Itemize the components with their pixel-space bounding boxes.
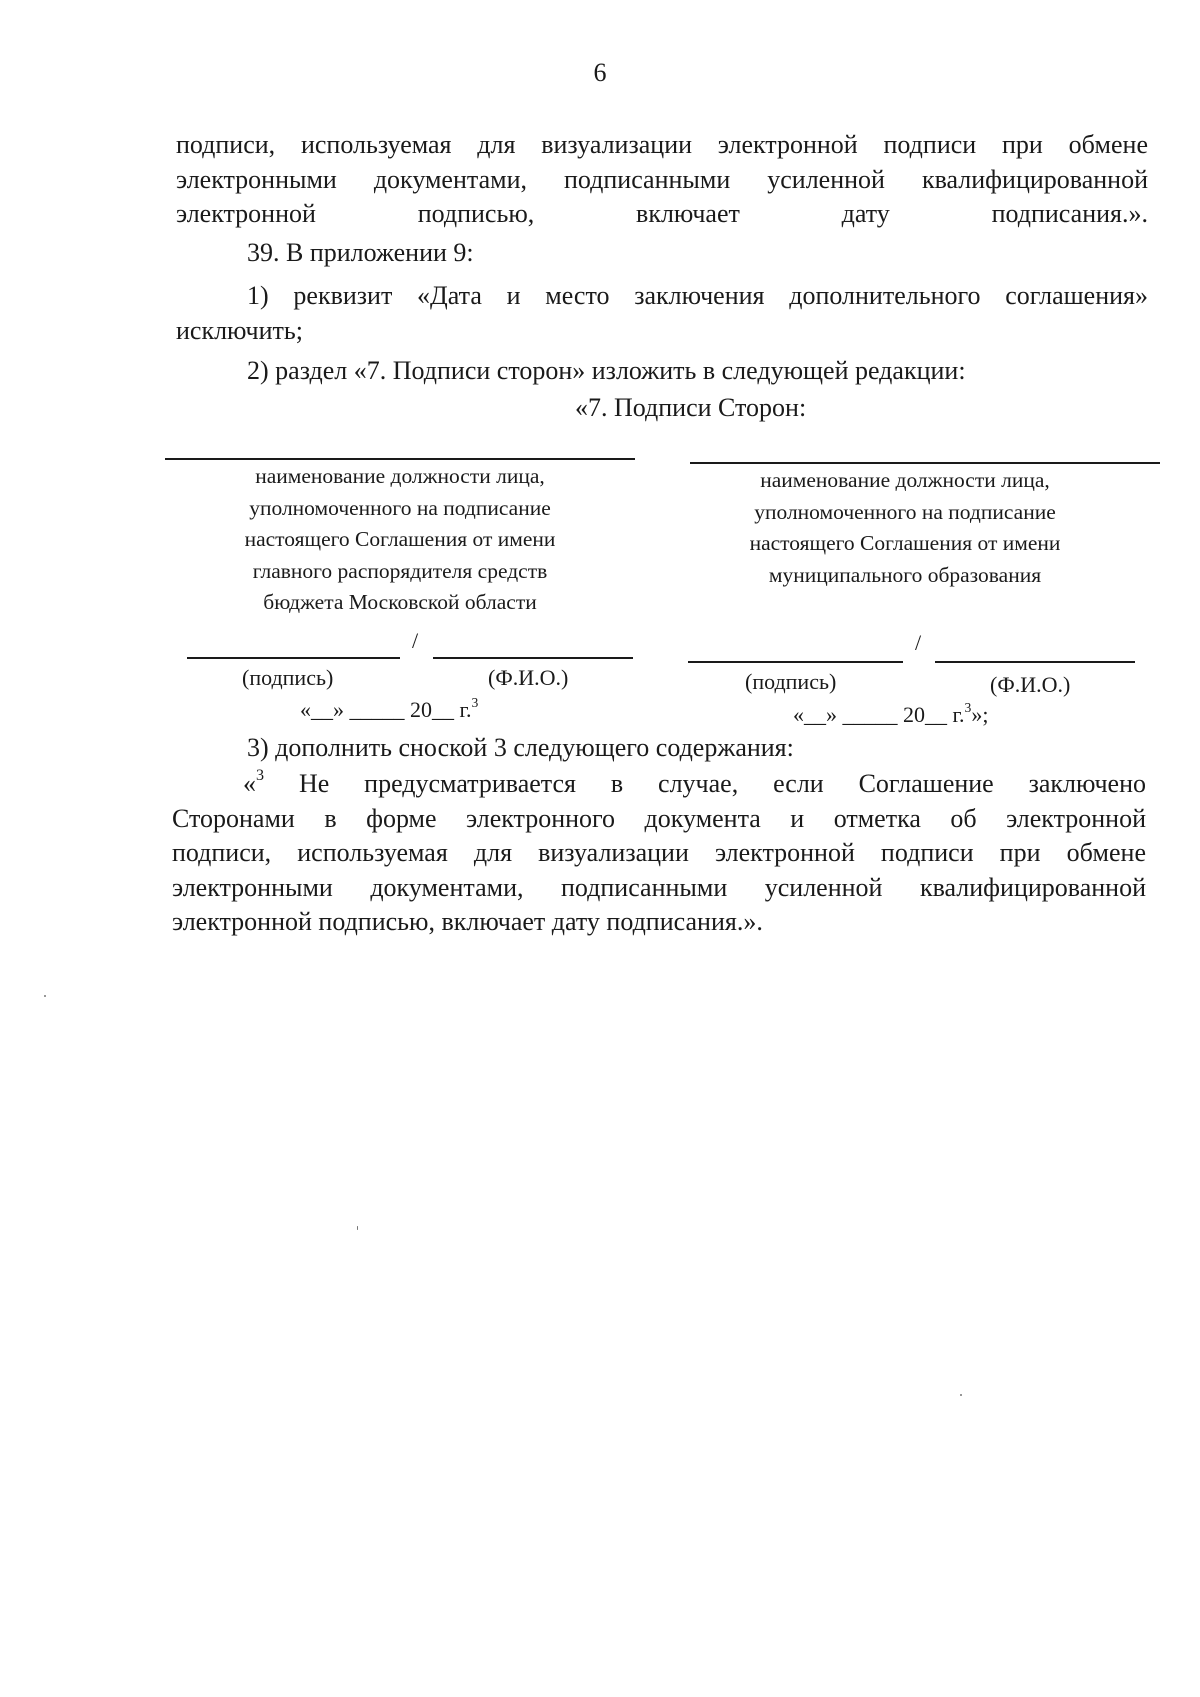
footnote-mark: 3 bbox=[471, 694, 479, 710]
footnote-line bbox=[172, 767, 1146, 802]
intro-line: подписи, используемая для визуализации электронной подписи при обмене bbox=[176, 130, 1148, 159]
right-slash: / bbox=[915, 630, 922, 655]
caption-line: наименование должности лица, bbox=[760, 468, 1050, 492]
footnote-mark: 3 bbox=[964, 699, 972, 715]
right-name-line bbox=[935, 661, 1135, 663]
item-39: 39. В приложении 9: bbox=[247, 238, 474, 267]
left-date bbox=[300, 694, 479, 723]
caption-line: уполномоченного на подписание bbox=[754, 499, 1056, 524]
scan-speck bbox=[44, 995, 46, 997]
left-signature-line bbox=[187, 657, 400, 659]
footnote-paragraph bbox=[172, 767, 1146, 940]
scan-speck bbox=[357, 1226, 358, 1230]
right-signature-label: (подпись) bbox=[745, 669, 837, 694]
section-heading: «7. Подписи Сторон: bbox=[575, 393, 807, 422]
subitem-1 bbox=[176, 279, 1148, 348]
caption-line: муниципального образования bbox=[768, 562, 1042, 587]
footnote-line: подписи, используемая для визуализации электронной подписи при обмене bbox=[172, 838, 1146, 867]
footnote-line-text: Не предусматривается в случае, если Соглашение заключено bbox=[264, 769, 1146, 798]
page-number: 6 bbox=[593, 58, 607, 87]
right-date-text: «__» _____ 20__ г. bbox=[793, 702, 965, 727]
footnote-mark: 3 bbox=[256, 766, 265, 784]
caption-line: настоящего Соглашения от имени bbox=[749, 531, 1061, 555]
right-position-caption bbox=[690, 465, 1120, 591]
right-date-end: »; bbox=[971, 702, 989, 727]
caption-line: бюджета Московской области bbox=[263, 590, 537, 614]
left-position-line bbox=[165, 458, 635, 460]
caption-line: наименование должности лица, bbox=[255, 464, 545, 488]
left-name-line bbox=[433, 657, 633, 659]
intro-line: электронными документами, подписанными усиленной квалифицированной bbox=[176, 164, 1148, 194]
subitem-1-line: исключить; bbox=[176, 315, 303, 345]
left-fio-label: (Ф.И.О.) bbox=[488, 665, 569, 690]
right-fio-label: (Ф.И.О.) bbox=[990, 672, 1071, 697]
scan-speck bbox=[960, 1394, 962, 1396]
left-signature-label: (подпись) bbox=[242, 665, 334, 690]
subitem-1-line: 1) реквизит «Дата и место заключения дополнительного соглашения» bbox=[247, 281, 1148, 310]
footnote-line: электронными документами, подписанными усиленной квалифицированной bbox=[172, 872, 1146, 902]
intro-line: электронной подписью, включает дату подписания.». bbox=[176, 199, 1148, 228]
subitem-2: 2) раздел «7. Подписи сторон» изложить в следующей редакции: bbox=[247, 356, 966, 385]
footnote-open-quote: « bbox=[243, 769, 256, 798]
right-position-line bbox=[690, 462, 1160, 464]
left-date-text: «__» _____ 20__ г. bbox=[300, 697, 472, 722]
subitem-3: 3) дополнить сноской 3 следующего содержания: bbox=[247, 733, 794, 762]
left-position-caption bbox=[165, 461, 635, 619]
caption-line: настоящего Соглашения от имени bbox=[244, 527, 556, 551]
left-slash: / bbox=[412, 628, 419, 653]
footnote-line: Сторонами в форме электронного документа и отметка об электронной bbox=[172, 803, 1146, 833]
footnote-line: электронной подписью, включает дату подписания.». bbox=[172, 907, 763, 936]
caption-line: главного распорядителя средств bbox=[252, 558, 548, 583]
intro-paragraph bbox=[176, 128, 1148, 232]
right-signature-line bbox=[688, 661, 903, 663]
right-date bbox=[793, 699, 989, 728]
caption-line: уполномоченного на подписание bbox=[249, 495, 551, 520]
